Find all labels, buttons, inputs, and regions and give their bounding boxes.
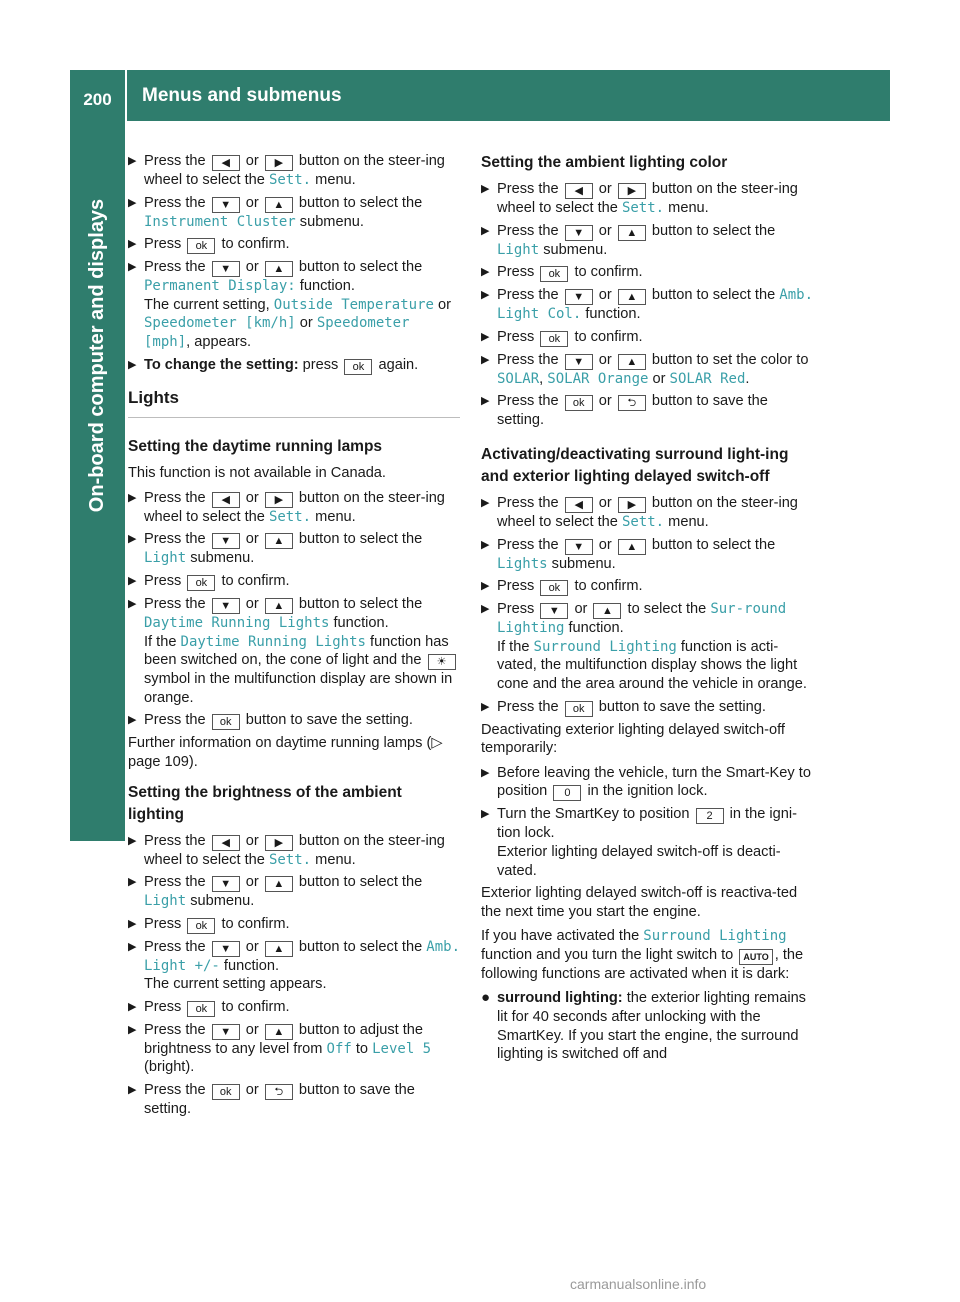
menu-name: Light <box>144 893 187 910</box>
menu-name: Daytime Running Lights <box>180 633 366 650</box>
menu-name: Sett. <box>621 513 665 530</box>
list-item: ▶ Press the ◀ or ▶ button on the steer-ing wheel to select the Sett. menu. <box>128 489 445 525</box>
footer-url: carmanualsonline.info <box>570 1276 707 1292</box>
right-arrow-key-icon: ▶ <box>265 835 293 851</box>
step-arrow-icon: ▶ <box>128 238 137 251</box>
ok-key-icon: ok <box>187 575 215 591</box>
menu-name: Speedometer [km/h] <box>144 315 296 332</box>
page-number: 200 <box>83 89 112 109</box>
step-arrow-icon: ▶ <box>481 224 490 237</box>
up-arrow-key-icon: ▲ <box>618 539 646 555</box>
list-item: ▶ Press ok to confirm. <box>128 998 290 1015</box>
right-column <box>481 152 816 1068</box>
list-item: ▶ Press the ▼ or ▲ button to select the Daytime Running Lights function. If the Daytime Running Lights function has been switched on, the cone of light and the ☀ symbol in the multifunction display are shown in orange. <box>128 595 460 707</box>
list-item: ▶ Press the ▼ or ▲ button to select the Lights submenu. <box>481 536 776 572</box>
list-item: ▶ Press ok to confirm. <box>481 264 643 281</box>
list-item: ▶ Press ok to confirm. <box>481 328 643 345</box>
up-arrow-key-icon: ▲ <box>265 598 293 614</box>
ignition-position-0-icon: 0 <box>553 785 581 801</box>
bullet-icon: ● <box>481 989 491 1007</box>
up-arrow-key-icon: ▲ <box>265 533 293 549</box>
step-arrow-icon: ▶ <box>481 700 490 713</box>
step-arrow-icon: ▶ <box>128 917 137 930</box>
menu-name: SOLAR Orange <box>547 370 649 387</box>
right-arrow-key-icon: ▶ <box>265 492 293 508</box>
menu-name: Light <box>144 550 187 567</box>
step-arrow-icon: ▶ <box>128 196 137 209</box>
subsection-heading: Activating/deactivating surround light-ing and exterior lighting delayed switch-off <box>481 445 789 485</box>
step-arrow-icon: ▶ <box>128 1000 137 1013</box>
step-arrow-icon: ▶ <box>128 714 137 727</box>
right-arrow-key-icon: ▶ <box>265 155 293 171</box>
ok-key-icon: ok <box>540 580 568 596</box>
menu-name: Surround Lighting <box>643 928 787 945</box>
ok-key-icon: ok <box>344 359 372 375</box>
list-item: ▶ Press the ▼ or ▲ button to select the Amb. Light Col. function. <box>481 287 813 323</box>
right-arrow-key-icon: ▶ <box>618 183 646 199</box>
menu-name: SOLAR Red <box>669 370 746 387</box>
list-item: ▶ Press the ▼ or ▲ button to select the Instrument Cluster submenu. <box>128 194 423 230</box>
list-item: ▶ Press the ▼ or ▲ button to set the color to SOLAR, SOLAR Orange or SOLAR Red. <box>481 351 809 387</box>
step-arrow-icon: ▶ <box>481 395 490 408</box>
list-item: ▶ Press the ▼ or ▲ button to select the Permanent Display: function. The current setting, Outside Temperature or Speedometer [km/h] or Speedometer [mph], appears. <box>128 259 451 350</box>
down-arrow-key-icon: ▼ <box>212 941 240 957</box>
list-item: ▶ Press ok to confirm. <box>128 915 290 932</box>
list-item: ▶ Press ▼ or ▲ to select the Sur-round Lighting function. If the Surround Lighting function is acti-vated, the multifunction display shows the light cone and the area around the vehicle in orange. <box>481 601 807 692</box>
step-arrow-icon: ▶ <box>481 330 490 343</box>
ignition-position-2-icon: 2 <box>696 808 724 824</box>
step-arrow-icon: ▶ <box>128 491 137 504</box>
step-arrow-icon: ▶ <box>128 1023 137 1036</box>
list-item: ▶ Press the ▼ or ▲ button to select the Amb. Light +/- function. The current setting appears. <box>128 938 460 993</box>
down-arrow-key-icon: ▼ <box>565 354 593 370</box>
left-arrow-key-icon: ◀ <box>565 183 593 199</box>
ok-key-icon: ok <box>187 238 215 254</box>
down-arrow-key-icon: ▼ <box>212 598 240 614</box>
list-item: ▶ Press the ◀ or ▶ button on the steer-ing wheel to select the Sett. menu. <box>128 832 445 868</box>
down-arrow-key-icon: ▼ <box>212 261 240 277</box>
up-arrow-key-icon: ▲ <box>618 225 646 241</box>
list-item: ▶ Press ok to confirm. <box>481 578 643 595</box>
menu-name: SOLAR <box>497 370 540 387</box>
step-arrow-icon: ▶ <box>128 876 137 889</box>
list-item: ▶ Press the ◀ or ▶ button on the steer-ing wheel to select the Sett. menu. <box>128 153 445 188</box>
up-arrow-key-icon: ▲ <box>265 1024 293 1040</box>
menu-name: Outside Temperature <box>273 296 434 313</box>
menu-name: Daytime Running Lights <box>144 614 330 631</box>
down-arrow-key-icon: ▼ <box>565 225 593 241</box>
section-heading: Lights <box>128 389 460 419</box>
down-arrow-key-icon: ▼ <box>212 1024 240 1040</box>
menu-name: Sett. <box>621 200 665 216</box>
menu-name: Sett. <box>268 851 312 868</box>
ok-key-icon: ok <box>187 918 215 934</box>
step-arrow-icon: ▶ <box>128 940 137 953</box>
menu-name: Level 5 <box>372 1040 432 1057</box>
down-arrow-key-icon: ▼ <box>565 289 593 305</box>
list-item: ▶ Before leaving the vehicle, turn the Smart-Key to position 0 in the ignition lock. <box>481 764 811 800</box>
menu-name: Surround Lighting <box>533 638 677 655</box>
menu-name: Amb. Light Col. <box>497 287 813 323</box>
section-title: Menus and submenus <box>142 84 342 106</box>
menu-name: Instrument Cluster <box>144 213 296 230</box>
step-arrow-icon: ▶ <box>481 183 490 195</box>
step-arrow-icon: ▶ <box>481 808 490 821</box>
step-arrow-icon: ▶ <box>128 533 137 546</box>
subsection-heading: Setting the daytime running lamps <box>128 438 383 456</box>
paragraph: If you have activated the Surround Lighting function and you turn the light switch to AUTO , the following functions are activated when it is dark: <box>481 928 804 982</box>
up-arrow-key-icon: ▲ <box>265 876 293 892</box>
step-arrow-icon: ▶ <box>481 538 490 551</box>
list-item: ▶ Press ok to confirm. <box>128 236 290 253</box>
down-arrow-key-icon: ▼ <box>212 533 240 549</box>
list-item: ▶ To change the setting: press ok again. <box>128 356 419 373</box>
list-item: ▶ Press the ▼ or ▲ button to adjust the brightness to any level from Off to Level 5 (bright). <box>128 1021 432 1076</box>
ok-key-icon: ok <box>212 714 240 730</box>
list-item: ▶ Press the ok button to save the setting. <box>128 712 413 729</box>
left-arrow-key-icon: ◀ <box>212 835 240 851</box>
step-arrow-icon: ▶ <box>481 496 490 509</box>
left-arrow-key-icon: ◀ <box>212 492 240 508</box>
list-item: ▶ Turn the SmartKey to position 2 in the igni-tion lock. Exterior lighting delayed switch-off is deacti-vated. <box>481 806 797 879</box>
up-arrow-key-icon: ▲ <box>265 261 293 277</box>
list-item: ▶ Press ok to confirm. <box>128 572 290 589</box>
menu-name: Light <box>497 241 540 258</box>
down-arrow-key-icon: ▼ <box>212 876 240 892</box>
back-key-icon: ⮌ <box>265 1084 293 1100</box>
note: This function is not available in Canada. <box>128 465 386 482</box>
menu-name: Sett. <box>268 172 312 188</box>
step-arrow-icon: ▶ <box>128 597 137 610</box>
ok-key-icon: ok <box>187 1001 215 1017</box>
step-arrow-icon: ▶ <box>128 261 137 274</box>
menu-name: Permanent Display: <box>144 278 296 295</box>
down-arrow-key-icon: ▼ <box>540 603 568 619</box>
step-arrow-icon: ▶ <box>128 834 137 847</box>
side-title-wrap <box>73 120 122 590</box>
step-arrow-icon: ▶ <box>481 766 490 779</box>
list-item: ▶ Press the ▼ or ▲ button to select the Light submenu. <box>128 531 423 567</box>
step-arrow-icon: ▶ <box>128 358 137 371</box>
list-item: ▶ Press the ok button to save the setting. <box>481 698 766 715</box>
step-arrow-icon: ▶ <box>481 353 490 366</box>
right-arrow-key-icon: ▶ <box>618 497 646 513</box>
subsection-heading: Setting the brightness of the ambient lighting <box>128 783 402 823</box>
ok-key-icon: ok <box>540 266 568 282</box>
up-arrow-key-icon: ▲ <box>265 941 293 957</box>
back-key-icon: ⮌ <box>618 395 646 411</box>
down-arrow-key-icon: ▼ <box>565 539 593 555</box>
up-arrow-key-icon: ▲ <box>593 603 621 619</box>
side-title: On-board computer and displays <box>86 198 109 512</box>
paragraph: Exterior lighting delayed switch-off is reactiva-ted the next time you start the engine. <box>481 885 798 920</box>
step-arrow-icon: ▶ <box>481 603 490 616</box>
menu-name: Amb. Light +/- <box>144 938 460 974</box>
menu-name: Lights <box>497 555 548 572</box>
auto-light-switch-icon: AUTO <box>739 949 772 965</box>
list-item: ▶ Press the ▼ or ▲ button to select the Light submenu. <box>481 222 776 258</box>
ok-key-icon: ok <box>565 395 593 411</box>
step-arrow-icon: ▶ <box>481 289 490 302</box>
step-arrow-icon: ▶ <box>481 266 490 279</box>
list-item: ▶ Press the ◀ or ▶ button on the steer-ing wheel to select the Sett. menu. <box>481 494 798 530</box>
menu-name: Sur-round Lighting <box>497 601 787 637</box>
further-info: Further information on daytime running lamps (▷ page 109). <box>128 735 443 770</box>
left-column <box>128 152 460 1123</box>
up-arrow-key-icon: ▲ <box>618 289 646 305</box>
left-arrow-key-icon: ◀ <box>565 497 593 513</box>
ok-key-icon: ok <box>565 701 593 717</box>
list-item: ▶ Press the ok or ⮌ button to save the setting. <box>128 1082 415 1118</box>
list-item: ▶ Press the ok or ⮌ button to save the setting. <box>481 393 768 429</box>
list-item: ● surround lighting: the exterior lighting remains lit for 40 seconds after unlocking with the SmartKey. If you start the engine, the surround lighting is switched off and <box>481 989 806 1063</box>
down-arrow-key-icon: ▼ <box>212 197 240 213</box>
up-arrow-key-icon: ▲ <box>265 197 293 213</box>
step-arrow-icon: ▶ <box>128 1084 137 1097</box>
list-item: ▶ Press the ▼ or ▲ button to select the Light submenu. <box>128 874 423 910</box>
step-arrow-icon: ▶ <box>128 155 137 167</box>
ok-key-icon: ok <box>212 1084 240 1100</box>
menu-name: Sett. <box>268 508 312 525</box>
menu-name: Speedometer [mph] <box>144 315 410 350</box>
list-item: ▶ Press the ◀ or ▶ button on the steer-ing wheel to select the Sett. menu. <box>481 181 798 216</box>
ok-key-icon: ok <box>540 331 568 347</box>
menu-name: Off <box>326 1040 352 1057</box>
header-divider <box>125 70 127 121</box>
left-arrow-key-icon: ◀ <box>212 155 240 171</box>
step-arrow-icon: ▶ <box>128 574 137 587</box>
up-arrow-key-icon: ▲ <box>618 354 646 370</box>
step-arrow-icon: ▶ <box>481 580 490 593</box>
subsection-heading: Setting the ambient lighting color <box>481 154 728 171</box>
sun-symbol-icon: ☀ <box>428 654 456 670</box>
paragraph: Deactivating exterior lighting delayed switch-off temporarily: <box>481 721 785 757</box>
